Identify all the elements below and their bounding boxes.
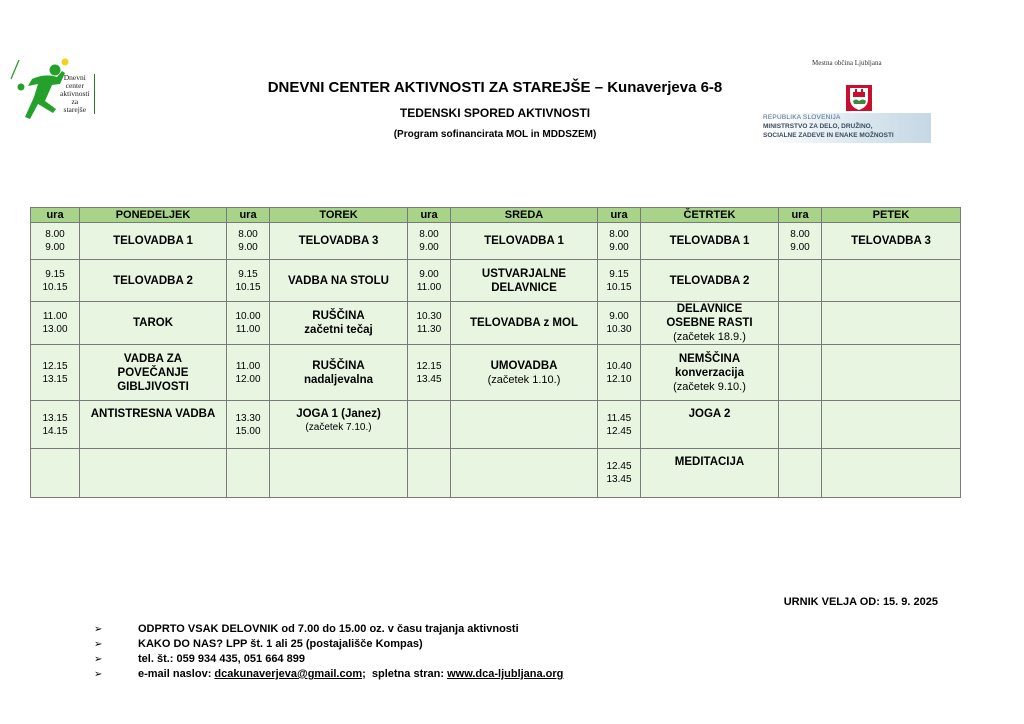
info-item xyxy=(94,622,563,637)
info-list xyxy=(94,622,563,682)
end-time: 14.15 xyxy=(42,425,68,437)
start-time: 10.00 xyxy=(235,311,261,322)
logo-line: aktivnosti xyxy=(60,89,90,98)
activity-cell xyxy=(641,401,779,449)
activity-cell xyxy=(822,345,961,401)
start-time: 8.00 xyxy=(419,229,439,240)
day-column-header: SREDA xyxy=(451,208,598,223)
page-title: DNEVNI CENTER AKTIVNOSTI ZA STAREJŠE – Kunaverjeva 6-8 xyxy=(267,79,723,96)
activity-cell xyxy=(270,260,408,302)
end-time: 12.10 xyxy=(606,373,632,385)
activity-name: TELOVADBA 1 xyxy=(669,235,750,247)
activity-name: VADBA NA STOLU xyxy=(288,274,389,287)
start-time: 8.00 xyxy=(45,229,65,240)
time-cell xyxy=(779,260,822,302)
day-column-header: ČETRTEK xyxy=(641,208,779,223)
activity-cell xyxy=(80,302,227,345)
start-time: 8.00 xyxy=(609,229,629,240)
email-link[interactable]: dcakunaverjeva@gmail.com xyxy=(214,668,363,680)
activity-name: ANTISTRESNA VADBA xyxy=(90,408,216,420)
start-time: 12.15 xyxy=(42,360,68,372)
activity-cell xyxy=(641,302,779,345)
table-row xyxy=(31,401,961,449)
activity-cell xyxy=(822,449,961,498)
activity-note: (začetek 9.10.) xyxy=(673,380,746,393)
logo-line: Dnevni xyxy=(63,73,86,82)
time-cell xyxy=(31,302,80,345)
time-cell xyxy=(227,223,270,260)
day-column-header: PETEK xyxy=(822,208,961,223)
activity-name: TELOVADBA 3 xyxy=(298,235,379,247)
time-column-header: ura xyxy=(227,208,270,223)
end-time: 10.30 xyxy=(606,324,632,335)
activity-name: TELOVADBA 1 xyxy=(484,235,564,247)
time-cell xyxy=(408,401,451,449)
activity-name: UMOVADBA xyxy=(490,359,558,372)
activity-name: TELOVADBA 2 xyxy=(669,274,750,287)
activity-name: MEDITACIJA xyxy=(674,456,745,468)
end-time: 13.15 xyxy=(42,373,68,385)
time-column-header: ura xyxy=(779,208,822,223)
time-cell xyxy=(227,449,270,498)
ministry-line: REPUBLIKA SLOVENIJA xyxy=(763,114,841,121)
opening-hours: ODPRTO VSAK DELOVNIK od 7.00 do 15.00 oz. v času trajanja aktivnosti xyxy=(138,623,519,635)
activity-cell xyxy=(822,302,961,345)
logo-line: za xyxy=(71,97,79,106)
end-time: 10.15 xyxy=(235,281,261,293)
time-column-header: ura xyxy=(408,208,451,223)
info-item xyxy=(94,637,563,652)
activity-name: TELOVADBA 2 xyxy=(113,274,193,287)
activity-cell xyxy=(80,401,227,449)
activity-name: USTVARJALNE xyxy=(481,267,567,280)
end-time: 15.00 xyxy=(235,425,261,437)
end-time: 9.00 xyxy=(45,242,65,253)
activity-cell xyxy=(451,260,598,302)
table-header-row xyxy=(31,208,961,223)
start-time: 11.00 xyxy=(235,360,261,372)
time-cell xyxy=(408,223,451,260)
time-cell xyxy=(598,345,641,401)
time-cell xyxy=(779,449,822,498)
activity-cell xyxy=(451,449,598,498)
web-label: ; spletna stran: xyxy=(362,668,448,680)
start-time: 9.15 xyxy=(609,268,629,280)
time-cell xyxy=(598,302,641,345)
activity-cell xyxy=(80,260,227,302)
activity-cell xyxy=(822,223,961,260)
time-cell xyxy=(31,260,80,302)
end-time: 9.00 xyxy=(238,242,258,253)
activity-name: JOGA 2 xyxy=(688,408,731,420)
end-time: 9.00 xyxy=(790,242,810,253)
activity-name: VADBA ZA xyxy=(123,352,183,365)
activity-cell xyxy=(641,449,779,498)
time-cell xyxy=(408,449,451,498)
time-cell xyxy=(598,449,641,498)
activity-name: DELAVNICE xyxy=(676,303,743,315)
activity-cell xyxy=(641,345,779,401)
email-label: e-mail naslov: xyxy=(138,668,215,680)
activity-cell xyxy=(641,260,779,302)
time-cell xyxy=(779,345,822,401)
logo-line: starejše xyxy=(63,105,87,114)
time-cell xyxy=(31,223,80,260)
time-cell xyxy=(408,260,451,302)
start-time: 8.00 xyxy=(238,229,258,240)
activity-cell xyxy=(80,449,227,498)
activity-cell xyxy=(80,345,227,401)
end-time: 10.15 xyxy=(42,281,68,293)
activity-name: TAROK xyxy=(132,317,174,329)
weekly-schedule-table xyxy=(30,207,961,498)
activity-name: JOGA 1 (Janez) xyxy=(296,408,381,420)
activity-cell xyxy=(822,401,961,449)
activity-name: DELAVNICE xyxy=(491,281,557,294)
time-cell xyxy=(779,401,822,449)
activity-name: nadaljevalna xyxy=(303,373,374,386)
ljubljana-coat-of-arms-icon xyxy=(846,85,872,111)
activity-cell xyxy=(822,260,961,302)
activity-name: konverzacija xyxy=(674,366,745,379)
page-subtitle: TEDENSKI SPORED AKTIVNOSTI xyxy=(399,106,591,120)
start-time: 9.15 xyxy=(238,268,258,280)
activity-name: NEMŠČINA xyxy=(678,352,741,365)
arrow-bullet-icon: ➢ xyxy=(94,669,103,680)
ministry-line: MINISTRSTVO ZA DELO, DRUŽINO, xyxy=(763,123,873,130)
valid-from-note: URNIK VELJA OD: 15. 9. 2025 xyxy=(783,596,938,608)
end-time: 12.00 xyxy=(235,373,261,385)
end-time: 11.00 xyxy=(235,324,261,335)
end-time: 13.45 xyxy=(606,474,632,485)
start-time: 11.45 xyxy=(606,412,632,424)
website-link[interactable]: www.dca-ljubljana.org xyxy=(447,668,564,680)
time-cell xyxy=(598,260,641,302)
activity-note: (začetek 18.9.) xyxy=(673,331,746,343)
funding-note: (Program sofinancirata MOL in MDDSZEM) xyxy=(393,129,597,140)
activity-note: (začetek 7.10.) xyxy=(305,422,372,433)
start-time: 10.30 xyxy=(416,311,442,322)
time-cell xyxy=(227,345,270,401)
activity-cell xyxy=(451,401,598,449)
activity-cell xyxy=(270,302,408,345)
activity-name: RUŠČINA xyxy=(312,310,365,322)
day-column-header: PONEDELJEK xyxy=(80,208,227,223)
start-time: 12.45 xyxy=(606,461,632,472)
activity-name: začetni tečaj xyxy=(304,324,373,336)
activity-name: OSEBNE RASTI xyxy=(666,317,753,329)
start-time: 8.00 xyxy=(790,229,810,240)
activity-cell xyxy=(641,223,779,260)
activity-name: TELOVADBA 1 xyxy=(113,235,193,247)
end-time: 12.45 xyxy=(606,425,632,437)
end-time: 13.45 xyxy=(416,373,442,385)
activity-note: (začetek 1.10.) xyxy=(487,373,561,386)
start-time: 10.40 xyxy=(606,360,632,372)
phone-numbers: tel. št.: 059 934 435, 051 664 899 xyxy=(138,653,305,665)
end-time: 11.00 xyxy=(416,281,442,293)
time-cell xyxy=(408,302,451,345)
time-cell xyxy=(31,401,80,449)
time-cell xyxy=(31,449,80,498)
table-row xyxy=(31,302,961,345)
time-column-header: ura xyxy=(598,208,641,223)
activity-name: TELOVADBA z MOL xyxy=(470,317,578,329)
start-time: 9.00 xyxy=(609,311,629,322)
activity-name: POVEČANJE xyxy=(117,366,189,379)
time-cell xyxy=(31,345,80,401)
start-time: 13.15 xyxy=(42,412,68,424)
time-cell xyxy=(227,260,270,302)
activity-cell xyxy=(270,223,408,260)
arrow-bullet-icon: ➢ xyxy=(94,654,103,665)
table-row xyxy=(31,260,961,302)
info-item xyxy=(94,667,563,682)
activity-cell xyxy=(451,345,598,401)
arrow-bullet-icon: ➢ xyxy=(94,639,103,650)
table-row xyxy=(31,223,961,260)
start-time: 9.15 xyxy=(45,268,65,280)
end-time: 9.00 xyxy=(609,242,629,253)
day-column-header: TOREK xyxy=(270,208,408,223)
activity-name: GIBLJIVOSTI xyxy=(117,380,189,393)
end-time: 13.00 xyxy=(42,324,68,335)
activity-cell xyxy=(270,401,408,449)
end-time: 10.15 xyxy=(606,281,632,293)
mestna-obcina-label: Mestna občina Ljubljana xyxy=(812,59,882,67)
time-cell xyxy=(779,302,822,345)
start-time: 9.00 xyxy=(419,268,439,280)
time-cell xyxy=(598,223,641,260)
start-time: 13.30 xyxy=(235,412,261,424)
activity-cell xyxy=(270,449,408,498)
time-cell xyxy=(227,401,270,449)
time-cell xyxy=(227,302,270,345)
ministry-logo xyxy=(763,113,931,143)
activity-name: RUŠČINA xyxy=(312,359,365,372)
start-time: 11.00 xyxy=(42,311,68,322)
arrow-bullet-icon: ➢ xyxy=(94,624,103,635)
info-item xyxy=(94,652,563,667)
time-cell xyxy=(779,223,822,260)
table-row xyxy=(31,449,961,498)
time-cell xyxy=(408,345,451,401)
time-cell xyxy=(598,401,641,449)
activity-cell xyxy=(80,223,227,260)
logo-line: center xyxy=(65,81,84,90)
activity-cell xyxy=(451,223,598,260)
end-time: 9.00 xyxy=(419,242,439,253)
directions: KAKO DO NAS? LPP št. 1 ali 25 (postajališče Kompas) xyxy=(138,638,423,650)
table-row xyxy=(31,345,961,401)
activity-cell xyxy=(270,345,408,401)
start-time: 12.15 xyxy=(416,360,442,372)
activity-name: TELOVADBA 3 xyxy=(851,235,931,247)
activity-cell xyxy=(451,302,598,345)
end-time: 11.30 xyxy=(416,324,442,335)
ministry-line: SOCIALNE ZADEVE IN ENAKE MOŽNOSTI xyxy=(763,132,894,139)
time-column-header: ura xyxy=(31,208,80,223)
